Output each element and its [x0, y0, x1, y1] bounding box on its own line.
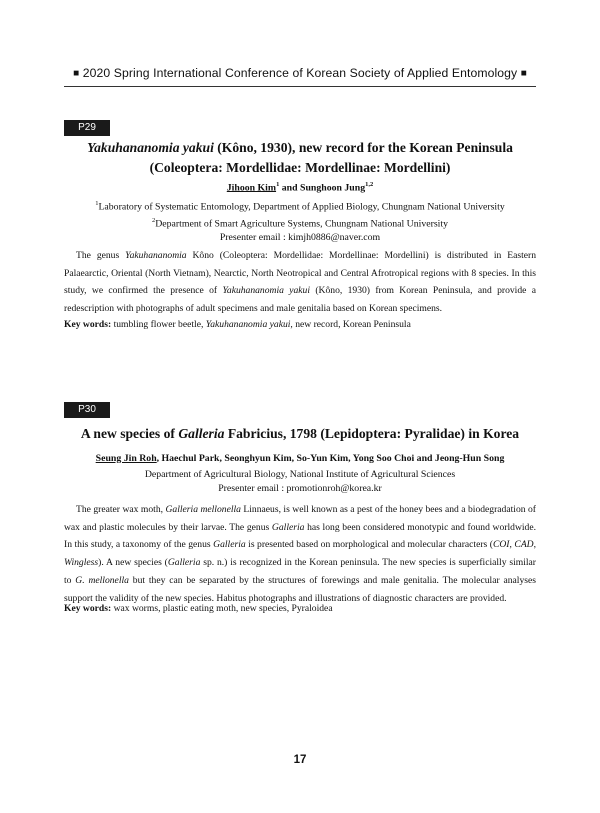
affiliation-sup: 1: [95, 200, 99, 207]
title-rest: Fabricius, 1798 (Lepidoptera: Pyralidae) in Korea: [224, 426, 520, 441]
presenter-email: Presenter email : kimjh0886@naver.com: [219, 231, 381, 243]
text-run: The genus: [76, 250, 126, 261]
text-run: has long been considered monotypic and found worldwide. In this study, a taxonomy of the genus: [64, 521, 536, 551]
author-sup: 1: [276, 181, 280, 188]
abstract-body-p29: [64, 247, 536, 318]
text-run: ). A new species (: [98, 557, 168, 569]
italic-run: COI: [492, 539, 510, 551]
text-run: Kôno (Coleoptera: Mordellidae: Mordellinae: Mordellini) is distributed in Eastern Palaearctic, Oriental (North Vietnam), Nearctic, North Neotropical and Central Afrotropical regions with 8 species. In this study, we confirmed the presence of: [64, 250, 536, 297]
text-run: ,: [509, 539, 515, 551]
keywords-p30: [64, 603, 536, 614]
text-run: Linnaeus, is well known as a pest of the honey bees and a biodegradation of wax and plastic molecules by their larvae. The genus: [64, 504, 536, 533]
text-run: The greater wax moth,: [76, 504, 166, 515]
affiliation-line: [64, 214, 536, 231]
abstract-body-p30: [64, 501, 536, 607]
keywords-p29: [64, 319, 536, 330]
affiliation-sup: 2: [151, 216, 156, 224]
page-number: 17: [293, 754, 307, 766]
text-run: sp. n.) is recognized in the Korean peninsula. The new species is superficially similar to: [64, 557, 536, 586]
header-square-marker-end: ■: [520, 68, 527, 79]
italic-run: Yakuhananomia yakui: [205, 319, 291, 330]
title-pre: A new species of: [80, 426, 179, 441]
presenter-name: Seung Jin Roh: [95, 453, 157, 464]
affiliation-line: Department of Agricultural Biology, National Institute of Agricultural Sciences: [144, 469, 456, 480]
affiliations-p29: [64, 197, 536, 244]
text-run: (Kôno, 1930) from Korean Peninsula, and provide a redescription with photographs of adult specimens and male genitalia based on Korean specimens.: [64, 285, 536, 315]
title-rest: (Kôno, 1930), new record for the Korean Peninsula (Coleoptera: Mordellidae: Mordellinae: Mordellini): [149, 140, 513, 175]
italic-run: Galleria: [213, 539, 246, 551]
keywords-text: [111, 603, 332, 614]
text-run: wax worms, plastic eating moth, new species, Pyraloidea: [111, 603, 333, 614]
header-square-marker: ■: [73, 68, 80, 79]
italic-run: Galleria mellonella: [165, 504, 241, 515]
text-run: , new record, Korean Peninsula: [290, 319, 411, 330]
abstract-tag-p29: P29: [64, 120, 110, 136]
keywords-text: [111, 319, 411, 330]
affiliation-text: Department of Smart Agriculture Systems, Chungnam National University: [155, 218, 449, 230]
authors-p30: [64, 453, 536, 464]
italic-run: Yakuhananomia yakui: [222, 285, 311, 297]
text-run: tumbling flower beetle,: [111, 319, 206, 330]
authors-rest: and Sunghoon Jung: [279, 182, 366, 194]
authors-p29: [64, 181, 536, 193]
text-run: ,: [533, 539, 537, 551]
italic-run: Wingless: [64, 557, 99, 569]
abstract-tag-p30: P30: [64, 402, 110, 418]
title-species-name: Yakuhananomia yakui: [87, 140, 214, 155]
italic-run: Galleria: [167, 557, 201, 569]
text-run: is presented based on morphological and molecular characters (: [245, 539, 493, 551]
affiliation-line: [64, 197, 536, 214]
affiliations-p30: [64, 468, 536, 495]
affiliation-text: Laboratory of Systematic Entomology, Department of Applied Biology, Chungnam National University: [98, 201, 505, 213]
presenter-name: Jihoon Kim: [226, 182, 277, 194]
authors-rest: , Haechul Park, Seonghyun Kim, So-Yun Kim, Yong Soo Choi and Jeong-Hun Song: [156, 453, 505, 464]
author-sup: 1,2: [365, 181, 374, 188]
italic-run: CAD: [514, 539, 534, 551]
abstract-title-p30: [64, 424, 536, 444]
header-rule: [64, 86, 536, 87]
keywords-label: Key words:: [64, 603, 112, 614]
conference-header: [64, 66, 536, 80]
keywords-label: Key words:: [64, 319, 112, 330]
italic-run: Galleria: [271, 521, 305, 533]
conference-name: 2020 Spring International Conference of Korean Society of Applied Entomology: [82, 66, 518, 80]
italic-run: G. mellonella: [75, 574, 129, 586]
text-run: but they can be separated by the structures of forewings and male genitalia. The molecular analyses support the validity of the new species. Habitus photographs and illustrations of diagnostic characters are provided.: [64, 574, 536, 604]
presenter-email: Presenter email : promotionroh@korea.kr: [218, 482, 382, 494]
italic-run: Yakuhananomia: [125, 250, 187, 261]
title-genus-name: Galleria: [178, 426, 225, 441]
abstract-title-p29: [64, 138, 536, 178]
